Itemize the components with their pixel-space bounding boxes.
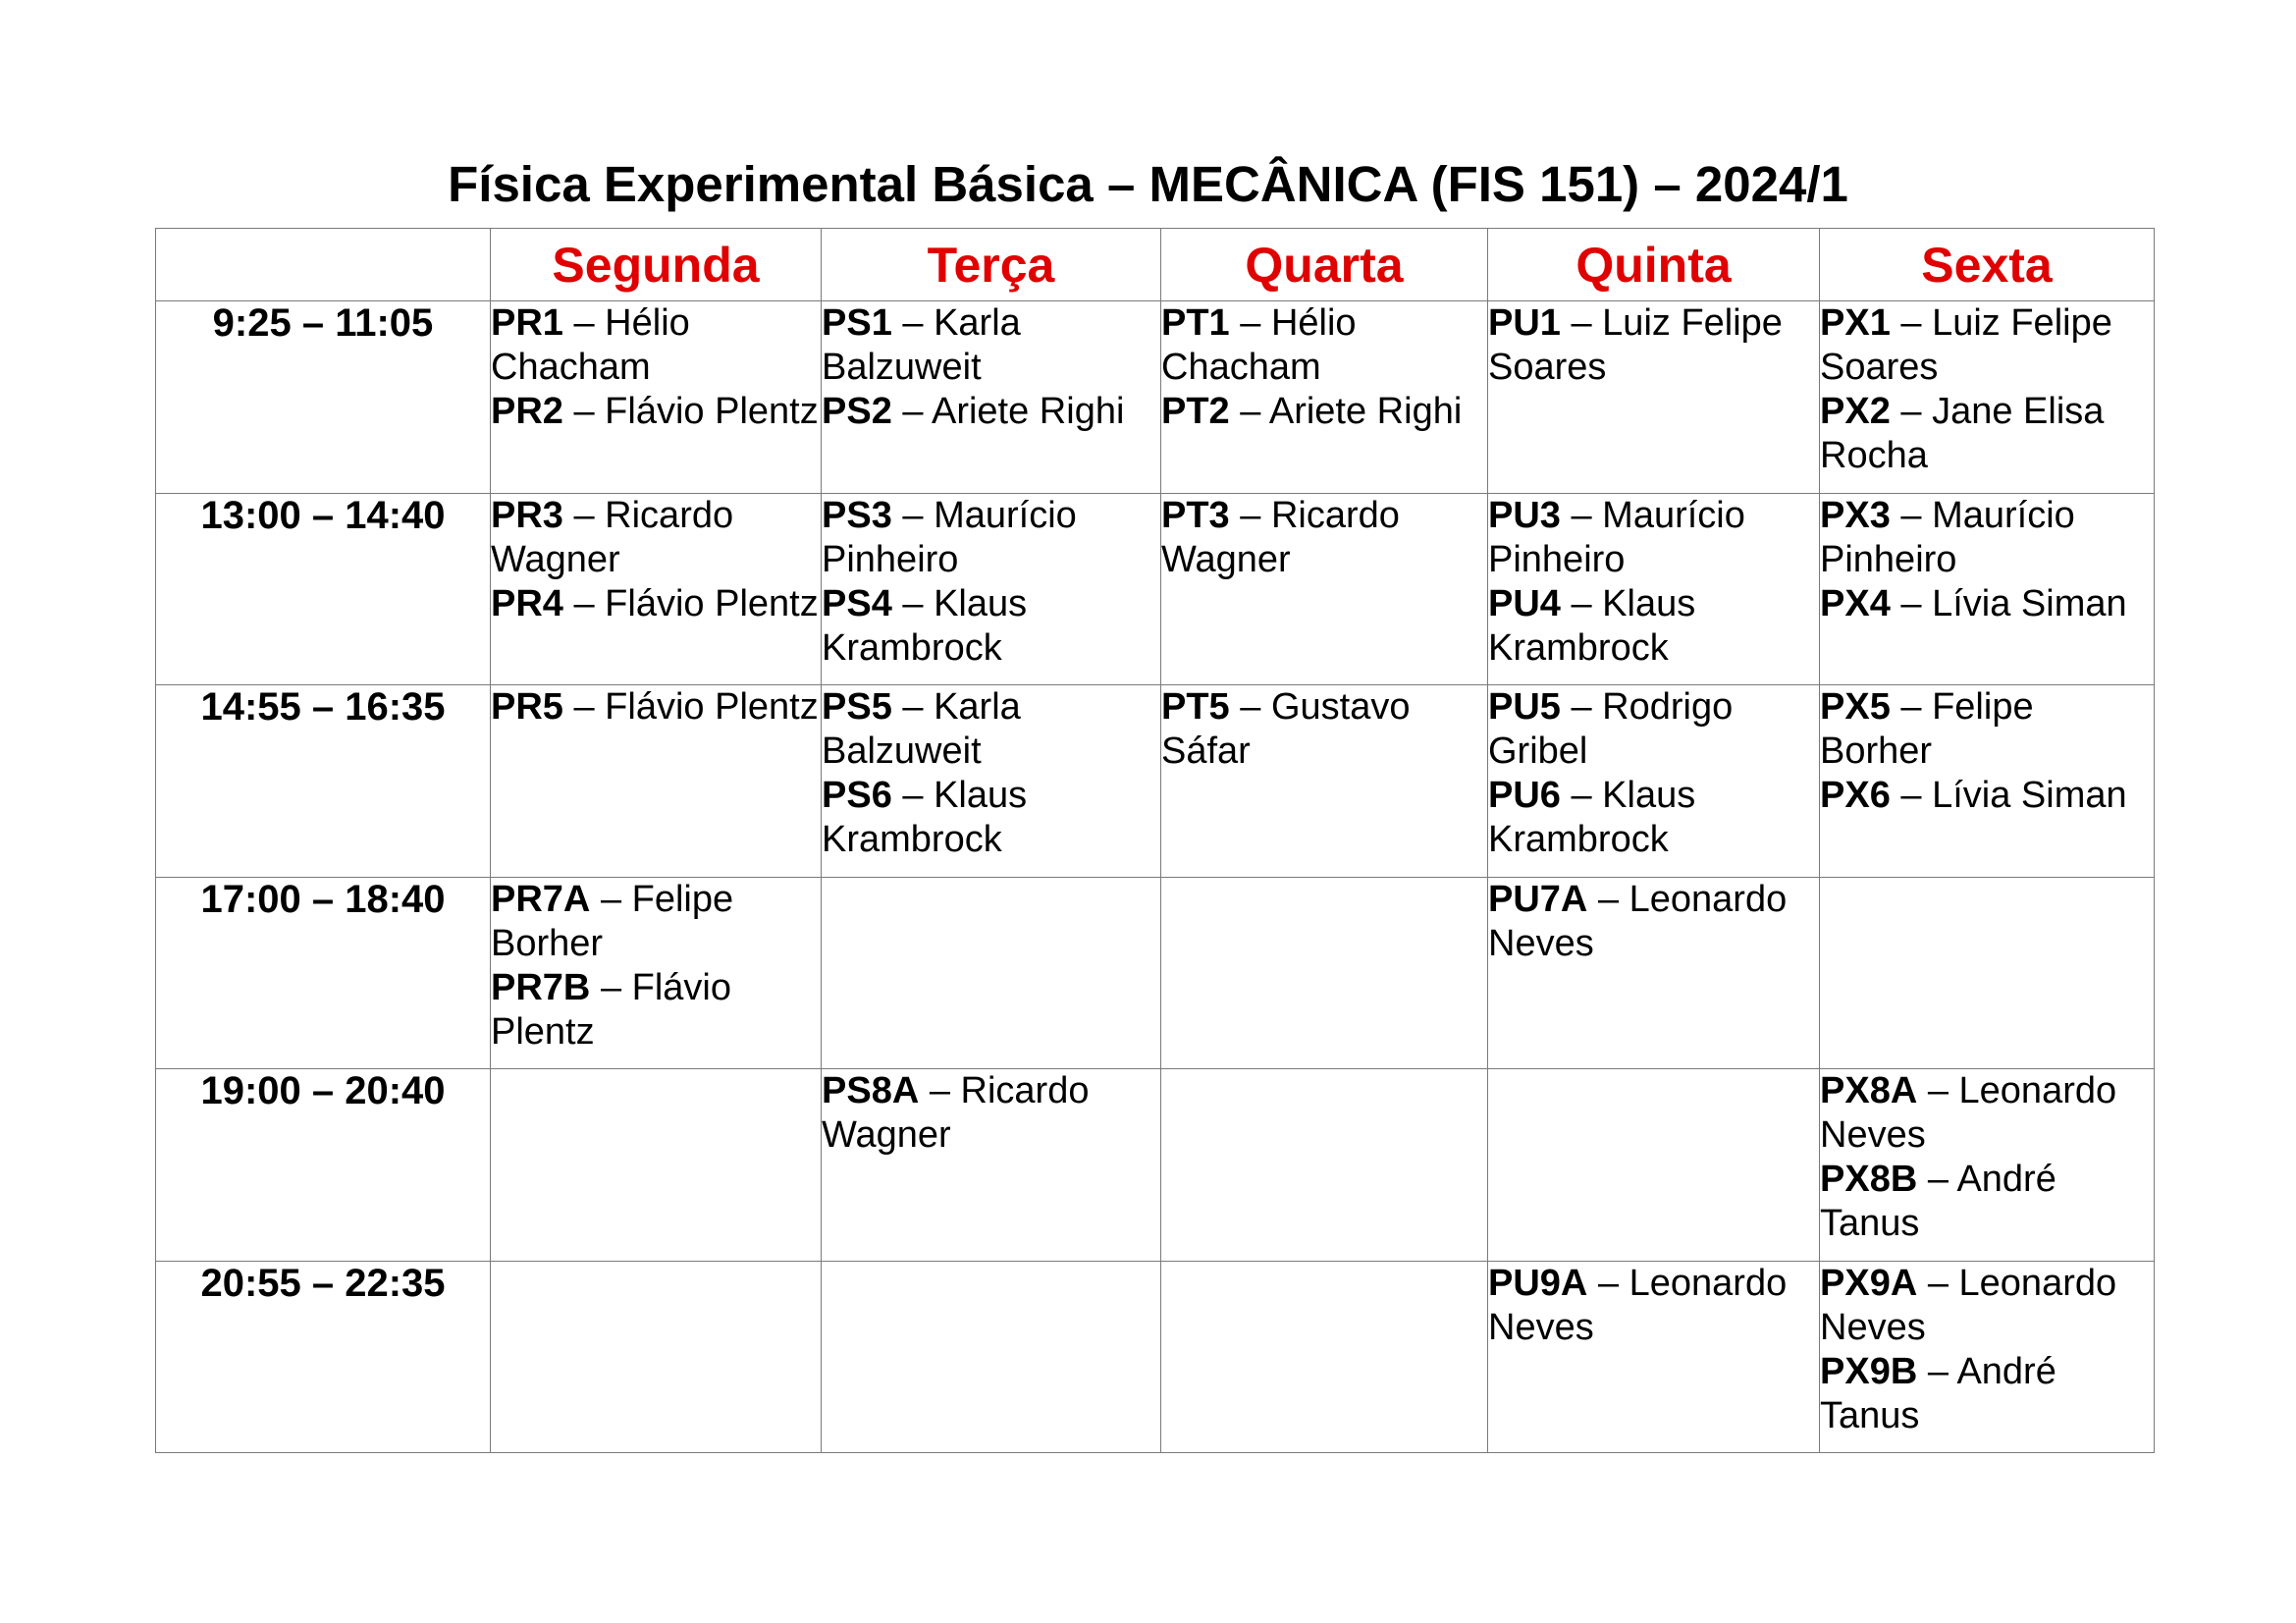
class-entry [491,685,821,730]
class-entry [822,685,1160,774]
instructor-name: – Leonardo Neves [1820,1070,2117,1156]
instructor-name: – Maurício Pinheiro [1488,494,1745,580]
day-header-quarta: Quarta [1161,229,1488,301]
class-entry [1820,390,2154,478]
time-slot: 20:55 – 22:35 [156,1261,491,1453]
class-entry [1161,494,1487,582]
class-code: PX2 [1820,391,1891,432]
schedule-row [156,301,2155,494]
class-code: PR7A [491,878,591,920]
class-code: PS8A [822,1070,920,1111]
instructor-name: – Flávio Plentz [491,966,731,1053]
schedule-cell-sexta [1820,493,2155,685]
class-code: PR3 [491,494,563,536]
instructor-name: – Gustavo Sáfar [1161,686,1411,772]
instructor-name: – Maurício Pinheiro [822,494,1077,580]
schedule-cell-segunda [491,1069,822,1262]
class-code: PR2 [491,391,563,432]
instructor-name: – Ariete Righi [1240,391,1463,432]
instructor-name: – Lívia Siman [1900,582,2127,624]
instructor-name: – Leonardo Neves [1488,878,1788,964]
class-entry [1488,1262,1819,1350]
class-entry [1161,301,1487,390]
class-code: PU9A [1488,1262,1588,1304]
schedule-cell-quinta [1488,1069,1820,1262]
class-entry [1820,301,2154,390]
class-entry [1488,774,1819,862]
instructor-name: – Rodrigo Gribel [1488,686,1734,772]
class-entry [1820,582,2154,626]
corner-cell [156,229,491,301]
class-code: PS5 [822,686,892,728]
schedule-cell-quinta [1488,301,1820,494]
schedule-cell-quinta [1488,493,1820,685]
schedule-cell-terca [822,301,1161,494]
class-entry [1488,494,1819,582]
class-entry [1488,582,1819,671]
class-entry [1820,774,2154,818]
schedule-cell-segunda [491,1261,822,1453]
class-code: PU7A [1488,878,1588,920]
class-entry [1488,685,1819,774]
instructor-name: – Karla Balzuweit [822,686,1021,772]
class-entry [491,966,821,1055]
schedule-row [156,685,2155,878]
schedule-row [156,1069,2155,1262]
class-entry [1820,494,2154,582]
schedule-cell-sexta [1820,877,2155,1069]
class-code: PT1 [1161,302,1230,344]
schedule-cell-terca [822,1261,1161,1453]
class-code: PS4 [822,582,892,624]
class-code: PS1 [822,302,892,344]
instructor-name: – Flávio Plentz [573,391,819,432]
class-entry [1488,878,1819,966]
class-entry [822,301,1160,390]
class-code: PU1 [1488,302,1561,344]
class-entry [1161,390,1487,434]
schedule-cell-sexta [1820,301,2155,494]
schedule-cell-sexta [1820,1261,2155,1453]
class-code: PX5 [1820,686,1891,728]
page-title: Física Experimental Básica – MECÂNICA (FIS 151) – 2024/1 [448,156,1848,212]
class-entry [491,494,821,582]
day-header-segunda: Segunda [491,229,822,301]
class-entry [822,1069,1160,1158]
schedule-cell-quarta [1161,1261,1488,1453]
instructor-name: – André Tanus [1820,1350,2056,1436]
class-entry [1820,1350,2154,1438]
class-code: PU5 [1488,686,1561,728]
schedule-cell-segunda [491,685,822,878]
schedule-cell-segunda [491,493,822,685]
instructor-name: – Leonardo Neves [1820,1262,2117,1348]
instructor-name: – Flávio Plentz [573,686,819,728]
instructor-name: – Leonardo Neves [1488,1262,1788,1348]
schedule-cell-quarta [1161,1069,1488,1262]
class-entry [1820,685,2154,774]
schedule-cell-quarta [1161,301,1488,494]
instructor-name: – Jane Elisa Rocha [1820,391,2105,476]
instructor-name: – Luiz Felipe Soares [1488,302,1783,388]
day-header-sexta: Sexta [1820,229,2155,301]
instructor-name: – Flávio Plentz [573,582,819,624]
class-code: PR1 [491,302,563,344]
schedule-row [156,1261,2155,1453]
instructor-name: – Ricardo Wagner [1161,494,1400,580]
instructor-name: – André Tanus [1820,1159,2056,1244]
class-code: PU6 [1488,775,1561,816]
header-row [156,229,2155,301]
class-code: PT5 [1161,686,1230,728]
instructor-name: – Felipe Borher [491,878,734,964]
class-code: PU3 [1488,494,1561,536]
class-code: PR5 [491,686,563,728]
class-entry [491,301,821,390]
class-code: PX8B [1820,1159,1918,1200]
instructor-name: – Klaus Krambrock [822,582,1028,669]
schedule-cell-quinta [1488,877,1820,1069]
class-entry [822,390,1160,434]
day-header-quinta: Quinta [1488,229,1820,301]
schedule-cell-quinta [1488,1261,1820,1453]
instructor-name: – Ricardo Wagner [822,1070,1090,1156]
class-entry [491,878,821,966]
class-code: PU4 [1488,582,1561,624]
instructor-name: – Lívia Siman [1900,775,2127,816]
schedule-cell-segunda [491,877,822,1069]
schedule-cell-terca [822,1069,1161,1262]
time-slot: 13:00 – 14:40 [156,493,491,685]
instructor-name: – Maurício Pinheiro [1820,494,2075,580]
day-header-terca: Terça [822,229,1161,301]
schedule-cell-quinta [1488,685,1820,878]
class-entry [491,390,821,434]
class-code: PX6 [1820,775,1891,816]
schedule-table [155,228,2155,1453]
instructor-name: – Karla Balzuweit [822,302,1021,388]
instructor-name: – Klaus Krambrock [1488,582,1696,669]
class-code: PX3 [1820,494,1891,536]
class-code: PX4 [1820,582,1891,624]
time-slot: 19:00 – 20:40 [156,1069,491,1262]
class-code: PR4 [491,582,563,624]
class-entry [1820,1262,2154,1350]
class-code: PX8A [1820,1070,1918,1111]
class-code: PS3 [822,494,892,536]
class-code: PX1 [1820,302,1891,344]
class-entry [822,582,1160,671]
instructor-name: – Hélio Chacham [491,302,690,388]
class-entry [1820,1158,2154,1246]
schedule-row [156,877,2155,1069]
class-code: PS2 [822,391,892,432]
instructor-name: – Klaus Krambrock [1488,775,1696,860]
class-code: PR7B [491,966,591,1008]
class-entry [1161,685,1487,774]
instructor-name: – Luiz Felipe Soares [1820,302,2112,388]
instructor-name: – Ariete Righi [902,391,1125,432]
instructor-name: – Ricardo Wagner [491,494,734,580]
instructor-name: – Felipe Borher [1820,686,2034,772]
instructor-name: – Klaus Krambrock [822,775,1028,860]
schedule-cell-sexta [1820,685,2155,878]
class-code: PT3 [1161,494,1230,536]
class-entry [491,582,821,626]
schedule-cell-quarta [1161,685,1488,878]
schedule-cell-terca [822,685,1161,878]
time-slot: 9:25 – 11:05 [156,301,491,494]
time-slot: 17:00 – 18:40 [156,877,491,1069]
schedule-body [156,301,2155,1453]
schedule-cell-terca [822,493,1161,685]
time-slot: 14:55 – 16:35 [156,685,491,878]
class-entry [1488,301,1819,390]
class-entry [822,494,1160,582]
class-code: PX9A [1820,1262,1918,1304]
schedule-cell-quarta [1161,493,1488,685]
class-entry [822,774,1160,862]
schedule-cell-sexta [1820,1069,2155,1262]
class-entry [1820,1069,2154,1158]
schedule-cell-terca [822,877,1161,1069]
class-code: PX9B [1820,1350,1918,1392]
instructor-name: – Hélio Chacham [1161,302,1357,388]
schedule-cell-segunda [491,301,822,494]
schedule-row [156,493,2155,685]
schedule-cell-quarta [1161,877,1488,1069]
class-code: PT2 [1161,391,1230,432]
class-code: PS6 [822,775,892,816]
